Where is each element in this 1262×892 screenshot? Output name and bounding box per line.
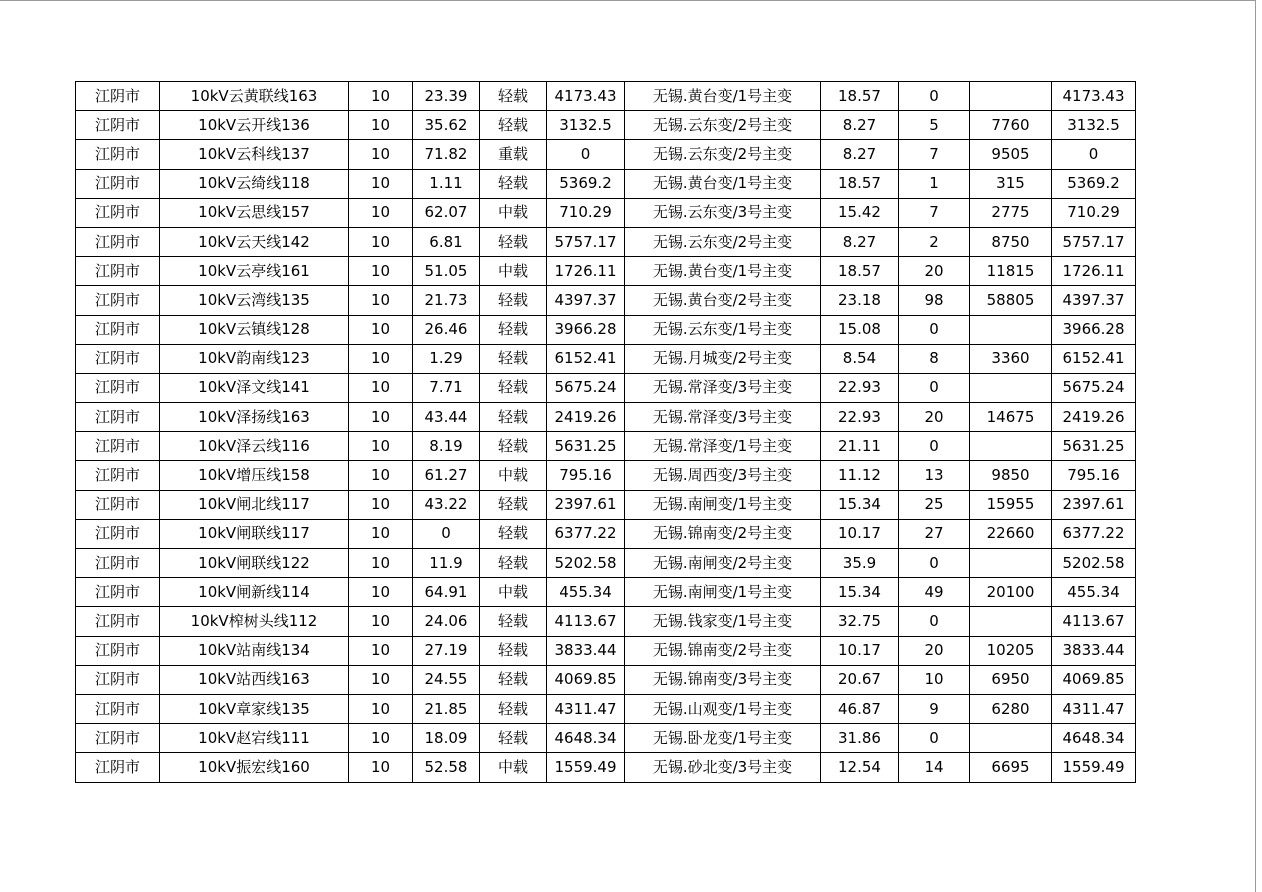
- line-name-cell: 10kV云黄联线163: [160, 82, 349, 111]
- load-rate-cell: 52.58: [413, 753, 480, 782]
- transformer-cell: 无锡.云东变/1号主变: [625, 315, 821, 344]
- table-row: [76, 286, 1136, 315]
- transformer-cell: 无锡.黄台变/1号主变: [625, 82, 821, 111]
- voltage-cell: 10: [349, 636, 413, 665]
- load-rate-cell: 43.22: [413, 490, 480, 519]
- available-capacity-cell: 710.29: [547, 198, 625, 227]
- transformer-cell: 无锡.山观变/1号主变: [625, 694, 821, 723]
- transformer-load-cell: 18.57: [821, 169, 899, 198]
- available-capacity-cell: 455.34: [547, 578, 625, 607]
- line-name-cell: 10kV站西线163: [160, 665, 349, 694]
- city-cell: 江阴市: [76, 315, 160, 344]
- capacity-cell: [970, 549, 1052, 578]
- line-name-cell: 10kV云绮线118: [160, 169, 349, 198]
- available-capacity-cell: 3833.44: [547, 636, 625, 665]
- city-cell: 江阴市: [76, 257, 160, 286]
- capacity-cell: 22660: [970, 519, 1052, 548]
- transformer-load-cell: 12.54: [821, 753, 899, 782]
- count-cell: 10: [899, 665, 970, 694]
- load-rate-cell: 43.44: [413, 403, 480, 432]
- transformer-cell: 无锡.南闸变/1号主变: [625, 490, 821, 519]
- transformer-cell: 无锡.锦南变/3号主变: [625, 665, 821, 694]
- transformer-load-cell: 22.93: [821, 373, 899, 402]
- line-name-cell: 10kV榨树头线112: [160, 607, 349, 636]
- transformer-load-cell: 46.87: [821, 694, 899, 723]
- voltage-cell: 10: [349, 198, 413, 227]
- voltage-cell: 10: [349, 373, 413, 402]
- count-cell: 0: [899, 82, 970, 111]
- line-name-cell: 10kV云开线136: [160, 111, 349, 140]
- load-status-cell: 轻载: [480, 694, 547, 723]
- load-rate-cell: 24.06: [413, 607, 480, 636]
- load-status-cell: 轻载: [480, 227, 547, 256]
- line-name-cell: 10kV闸北线117: [160, 490, 349, 519]
- load-status-cell: 中载: [480, 753, 547, 782]
- transformer-load-cell: 10.17: [821, 519, 899, 548]
- voltage-cell: 10: [349, 315, 413, 344]
- remaining-capacity-cell: 3132.5: [1052, 111, 1136, 140]
- city-cell: 江阴市: [76, 636, 160, 665]
- count-cell: 2: [899, 227, 970, 256]
- remaining-capacity-cell: 2397.61: [1052, 490, 1136, 519]
- load-status-cell: 轻载: [480, 665, 547, 694]
- line-name-cell: 10kV章家线135: [160, 694, 349, 723]
- line-name-cell: 10kV云思线157: [160, 198, 349, 227]
- capacity-cell: [970, 432, 1052, 461]
- remaining-capacity-cell: 6152.41: [1052, 344, 1136, 373]
- voltage-cell: 10: [349, 724, 413, 753]
- count-cell: 14: [899, 753, 970, 782]
- available-capacity-cell: 3966.28: [547, 315, 625, 344]
- transformer-cell: 无锡.常泽变/1号主变: [625, 432, 821, 461]
- transformer-load-cell: 20.67: [821, 665, 899, 694]
- table-row: [76, 344, 1136, 373]
- available-capacity-cell: 5631.25: [547, 432, 625, 461]
- load-status-cell: 轻载: [480, 607, 547, 636]
- remaining-capacity-cell: 795.16: [1052, 461, 1136, 490]
- load-rate-cell: 7.71: [413, 373, 480, 402]
- transformer-load-cell: 10.17: [821, 636, 899, 665]
- transformer-cell: 无锡.常泽变/3号主变: [625, 403, 821, 432]
- voltage-cell: 10: [349, 461, 413, 490]
- city-cell: 江阴市: [76, 169, 160, 198]
- load-status-cell: 轻载: [480, 549, 547, 578]
- available-capacity-cell: 5757.17: [547, 227, 625, 256]
- voltage-cell: 10: [349, 169, 413, 198]
- capacity-cell: 10205: [970, 636, 1052, 665]
- load-status-cell: 轻载: [480, 490, 547, 519]
- table-row: [76, 432, 1136, 461]
- load-status-cell: 轻载: [480, 82, 547, 111]
- voltage-cell: 10: [349, 549, 413, 578]
- available-capacity-cell: 6152.41: [547, 344, 625, 373]
- voltage-cell: 10: [349, 665, 413, 694]
- available-capacity-cell: 5202.58: [547, 549, 625, 578]
- city-cell: 江阴市: [76, 578, 160, 607]
- load-rate-cell: 21.85: [413, 694, 480, 723]
- transformer-cell: 无锡.南闸变/1号主变: [625, 578, 821, 607]
- remaining-capacity-cell: 3966.28: [1052, 315, 1136, 344]
- load-rate-cell: 27.19: [413, 636, 480, 665]
- load-status-cell: 中载: [480, 578, 547, 607]
- capacity-cell: 3360: [970, 344, 1052, 373]
- table-row: [76, 665, 1136, 694]
- remaining-capacity-cell: 0: [1052, 140, 1136, 169]
- transformer-cell: 无锡.锦南变/2号主变: [625, 636, 821, 665]
- load-status-cell: 轻载: [480, 373, 547, 402]
- city-cell: 江阴市: [76, 694, 160, 723]
- transformer-load-cell: 23.18: [821, 286, 899, 315]
- load-rate-cell: 71.82: [413, 140, 480, 169]
- available-capacity-cell: 4113.67: [547, 607, 625, 636]
- transformer-cell: 无锡.月城变/2号主变: [625, 344, 821, 373]
- load-rate-cell: 23.39: [413, 82, 480, 111]
- transformer-load-cell: 21.11: [821, 432, 899, 461]
- city-cell: 江阴市: [76, 403, 160, 432]
- line-name-cell: 10kV增压线158: [160, 461, 349, 490]
- load-rate-cell: 26.46: [413, 315, 480, 344]
- load-status-cell: 中载: [480, 461, 547, 490]
- available-capacity-cell: 795.16: [547, 461, 625, 490]
- capacity-cell: 6280: [970, 694, 1052, 723]
- city-cell: 江阴市: [76, 724, 160, 753]
- available-capacity-cell: 4069.85: [547, 665, 625, 694]
- table-row: [76, 549, 1136, 578]
- load-rate-cell: 61.27: [413, 461, 480, 490]
- transformer-cell: 无锡.黄台变/2号主变: [625, 286, 821, 315]
- line-name-cell: 10kV闸新线114: [160, 578, 349, 607]
- count-cell: 0: [899, 724, 970, 753]
- capacity-cell: 9505: [970, 140, 1052, 169]
- table-row: [76, 403, 1136, 432]
- table-row: [76, 227, 1136, 256]
- line-name-cell: 10kV闸联线122: [160, 549, 349, 578]
- remaining-capacity-cell: 6377.22: [1052, 519, 1136, 548]
- line-name-cell: 10kV泽文线141: [160, 373, 349, 402]
- city-cell: 江阴市: [76, 490, 160, 519]
- city-cell: 江阴市: [76, 461, 160, 490]
- load-rate-cell: 0: [413, 519, 480, 548]
- transformer-load-cell: 22.93: [821, 403, 899, 432]
- capacity-cell: 7760: [970, 111, 1052, 140]
- line-name-cell: 10kV云亭线161: [160, 257, 349, 286]
- city-cell: 江阴市: [76, 549, 160, 578]
- table-row: [76, 111, 1136, 140]
- voltage-cell: 10: [349, 257, 413, 286]
- transformer-load-cell: 15.34: [821, 490, 899, 519]
- table-row: [76, 694, 1136, 723]
- city-cell: 江阴市: [76, 373, 160, 402]
- remaining-capacity-cell: 4397.37: [1052, 286, 1136, 315]
- line-name-cell: 10kV闸联线117: [160, 519, 349, 548]
- load-rate-cell: 24.55: [413, 665, 480, 694]
- capacity-cell: 20100: [970, 578, 1052, 607]
- capacity-cell: [970, 373, 1052, 402]
- voltage-cell: 10: [349, 694, 413, 723]
- data-table: [75, 81, 1136, 783]
- table-row: [76, 578, 1136, 607]
- city-cell: 江阴市: [76, 665, 160, 694]
- load-rate-cell: 62.07: [413, 198, 480, 227]
- available-capacity-cell: 1559.49: [547, 753, 625, 782]
- voltage-cell: 10: [349, 753, 413, 782]
- available-capacity-cell: 4648.34: [547, 724, 625, 753]
- table-row: [76, 490, 1136, 519]
- transformer-cell: 无锡.黄台变/1号主变: [625, 169, 821, 198]
- count-cell: 27: [899, 519, 970, 548]
- table-row: [76, 315, 1136, 344]
- voltage-cell: 10: [349, 403, 413, 432]
- load-status-cell: 轻载: [480, 111, 547, 140]
- transformer-cell: 无锡.砂北变/3号主变: [625, 753, 821, 782]
- count-cell: 9: [899, 694, 970, 723]
- transformer-cell: 无锡.常泽变/3号主变: [625, 373, 821, 402]
- capacity-cell: 58805: [970, 286, 1052, 315]
- load-status-cell: 轻载: [480, 344, 547, 373]
- city-cell: 江阴市: [76, 82, 160, 111]
- transformer-load-cell: 32.75: [821, 607, 899, 636]
- line-name-cell: 10kV云镇线128: [160, 315, 349, 344]
- load-status-cell: 轻载: [480, 286, 547, 315]
- capacity-cell: 6950: [970, 665, 1052, 694]
- voltage-cell: 10: [349, 490, 413, 519]
- available-capacity-cell: 4173.43: [547, 82, 625, 111]
- line-name-cell: 10kV赵宕线111: [160, 724, 349, 753]
- transformer-cell: 无锡.云东变/2号主变: [625, 111, 821, 140]
- line-name-cell: 10kV站南线134: [160, 636, 349, 665]
- capacity-cell: 2775: [970, 198, 1052, 227]
- transformer-load-cell: 8.27: [821, 111, 899, 140]
- count-cell: 0: [899, 315, 970, 344]
- capacity-cell: 315: [970, 169, 1052, 198]
- transformer-cell: 无锡.南闸变/2号主变: [625, 549, 821, 578]
- count-cell: 0: [899, 373, 970, 402]
- city-cell: 江阴市: [76, 753, 160, 782]
- remaining-capacity-cell: 710.29: [1052, 198, 1136, 227]
- capacity-cell: [970, 82, 1052, 111]
- voltage-cell: 10: [349, 82, 413, 111]
- line-name-cell: 10kV云科线137: [160, 140, 349, 169]
- load-status-cell: 轻载: [480, 432, 547, 461]
- available-capacity-cell: 4397.37: [547, 286, 625, 315]
- table-row: [76, 607, 1136, 636]
- count-cell: 0: [899, 607, 970, 636]
- table-row: [76, 140, 1136, 169]
- count-cell: 7: [899, 198, 970, 227]
- capacity-cell: 8750: [970, 227, 1052, 256]
- remaining-capacity-cell: 3833.44: [1052, 636, 1136, 665]
- capacity-cell: 9850: [970, 461, 1052, 490]
- available-capacity-cell: 2397.61: [547, 490, 625, 519]
- capacity-cell: [970, 607, 1052, 636]
- line-name-cell: 10kV云湾线135: [160, 286, 349, 315]
- count-cell: 8: [899, 344, 970, 373]
- voltage-cell: 10: [349, 140, 413, 169]
- table-row: [76, 753, 1136, 782]
- table-row: [76, 257, 1136, 286]
- city-cell: 江阴市: [76, 111, 160, 140]
- available-capacity-cell: 6377.22: [547, 519, 625, 548]
- load-rate-cell: 1.11: [413, 169, 480, 198]
- city-cell: 江阴市: [76, 607, 160, 636]
- load-rate-cell: 64.91: [413, 578, 480, 607]
- transformer-load-cell: 31.86: [821, 724, 899, 753]
- transformer-cell: 无锡.云东变/2号主变: [625, 140, 821, 169]
- remaining-capacity-cell: 1559.49: [1052, 753, 1136, 782]
- transformer-cell: 无锡.周西变/3号主变: [625, 461, 821, 490]
- remaining-capacity-cell: 2419.26: [1052, 403, 1136, 432]
- transformer-load-cell: 18.57: [821, 257, 899, 286]
- transformer-load-cell: 18.57: [821, 82, 899, 111]
- count-cell: 20: [899, 403, 970, 432]
- line-name-cell: 10kV泽扬线163: [160, 403, 349, 432]
- count-cell: 20: [899, 257, 970, 286]
- load-rate-cell: 8.19: [413, 432, 480, 461]
- load-status-cell: 轻载: [480, 315, 547, 344]
- transformer-cell: 无锡.黄台变/1号主变: [625, 257, 821, 286]
- count-cell: 13: [899, 461, 970, 490]
- load-status-cell: 轻载: [480, 636, 547, 665]
- city-cell: 江阴市: [76, 286, 160, 315]
- remaining-capacity-cell: 4069.85: [1052, 665, 1136, 694]
- available-capacity-cell: 1726.11: [547, 257, 625, 286]
- remaining-capacity-cell: 5757.17: [1052, 227, 1136, 256]
- count-cell: 98: [899, 286, 970, 315]
- available-capacity-cell: 4311.47: [547, 694, 625, 723]
- load-rate-cell: 1.29: [413, 344, 480, 373]
- city-cell: 江阴市: [76, 140, 160, 169]
- table-row: [76, 519, 1136, 548]
- table-body: [76, 82, 1136, 783]
- line-name-cell: 10kV云天线142: [160, 227, 349, 256]
- available-capacity-cell: 3132.5: [547, 111, 625, 140]
- transformer-load-cell: 11.12: [821, 461, 899, 490]
- count-cell: 0: [899, 549, 970, 578]
- remaining-capacity-cell: 4648.34: [1052, 724, 1136, 753]
- load-status-cell: 轻载: [480, 519, 547, 548]
- load-status-cell: 轻载: [480, 403, 547, 432]
- table-row: [76, 461, 1136, 490]
- line-name-cell: 10kV韵南线123: [160, 344, 349, 373]
- voltage-cell: 10: [349, 227, 413, 256]
- voltage-cell: 10: [349, 519, 413, 548]
- city-cell: 江阴市: [76, 227, 160, 256]
- transformer-load-cell: 8.54: [821, 344, 899, 373]
- city-cell: 江阴市: [76, 344, 160, 373]
- load-rate-cell: 11.9: [413, 549, 480, 578]
- load-rate-cell: 18.09: [413, 724, 480, 753]
- transformer-load-cell: 8.27: [821, 140, 899, 169]
- voltage-cell: 10: [349, 432, 413, 461]
- remaining-capacity-cell: 4311.47: [1052, 694, 1136, 723]
- count-cell: 25: [899, 490, 970, 519]
- count-cell: 5: [899, 111, 970, 140]
- load-rate-cell: 21.73: [413, 286, 480, 315]
- load-rate-cell: 35.62: [413, 111, 480, 140]
- remaining-capacity-cell: 1726.11: [1052, 257, 1136, 286]
- remaining-capacity-cell: 5369.2: [1052, 169, 1136, 198]
- count-cell: 20: [899, 636, 970, 665]
- transformer-cell: 无锡.锦南变/2号主变: [625, 519, 821, 548]
- load-rate-cell: 51.05: [413, 257, 480, 286]
- load-status-cell: 轻载: [480, 724, 547, 753]
- line-name-cell: 10kV泽云线116: [160, 432, 349, 461]
- city-cell: 江阴市: [76, 432, 160, 461]
- count-cell: 1: [899, 169, 970, 198]
- load-status-cell: 轻载: [480, 169, 547, 198]
- capacity-cell: 11815: [970, 257, 1052, 286]
- transformer-cell: 无锡.云东变/3号主变: [625, 198, 821, 227]
- voltage-cell: 10: [349, 344, 413, 373]
- capacity-cell: [970, 724, 1052, 753]
- count-cell: 7: [899, 140, 970, 169]
- available-capacity-cell: 5369.2: [547, 169, 625, 198]
- transformer-load-cell: 15.42: [821, 198, 899, 227]
- capacity-cell: [970, 315, 1052, 344]
- table-row: [76, 636, 1136, 665]
- city-cell: 江阴市: [76, 198, 160, 227]
- capacity-cell: 15955: [970, 490, 1052, 519]
- voltage-cell: 10: [349, 607, 413, 636]
- table-row: [76, 82, 1136, 111]
- load-status-cell: 中载: [480, 257, 547, 286]
- load-status-cell: 中载: [480, 198, 547, 227]
- transformer-cell: 无锡.卧龙变/1号主变: [625, 724, 821, 753]
- count-cell: 0: [899, 432, 970, 461]
- remaining-capacity-cell: 4173.43: [1052, 82, 1136, 111]
- load-rate-cell: 6.81: [413, 227, 480, 256]
- remaining-capacity-cell: 5202.58: [1052, 549, 1136, 578]
- table-row: [76, 169, 1136, 198]
- transformer-load-cell: 8.27: [821, 227, 899, 256]
- remaining-capacity-cell: 5631.25: [1052, 432, 1136, 461]
- table-row: [76, 373, 1136, 402]
- load-status-cell: 重载: [480, 140, 547, 169]
- transformer-load-cell: 15.08: [821, 315, 899, 344]
- available-capacity-cell: 5675.24: [547, 373, 625, 402]
- available-capacity-cell: 0: [547, 140, 625, 169]
- remaining-capacity-cell: 455.34: [1052, 578, 1136, 607]
- capacity-cell: 6695: [970, 753, 1052, 782]
- voltage-cell: 10: [349, 286, 413, 315]
- count-cell: 49: [899, 578, 970, 607]
- voltage-cell: 10: [349, 578, 413, 607]
- line-name-cell: 10kV振宏线160: [160, 753, 349, 782]
- table-row: [76, 198, 1136, 227]
- capacity-cell: 14675: [970, 403, 1052, 432]
- transformer-load-cell: 15.34: [821, 578, 899, 607]
- table-row: [76, 724, 1136, 753]
- city-cell: 江阴市: [76, 519, 160, 548]
- transformer-cell: 无锡.云东变/2号主变: [625, 227, 821, 256]
- available-capacity-cell: 2419.26: [547, 403, 625, 432]
- transformer-load-cell: 35.9: [821, 549, 899, 578]
- remaining-capacity-cell: 5675.24: [1052, 373, 1136, 402]
- voltage-cell: 10: [349, 111, 413, 140]
- remaining-capacity-cell: 4113.67: [1052, 607, 1136, 636]
- transformer-cell: 无锡.钱家变/1号主变: [625, 607, 821, 636]
